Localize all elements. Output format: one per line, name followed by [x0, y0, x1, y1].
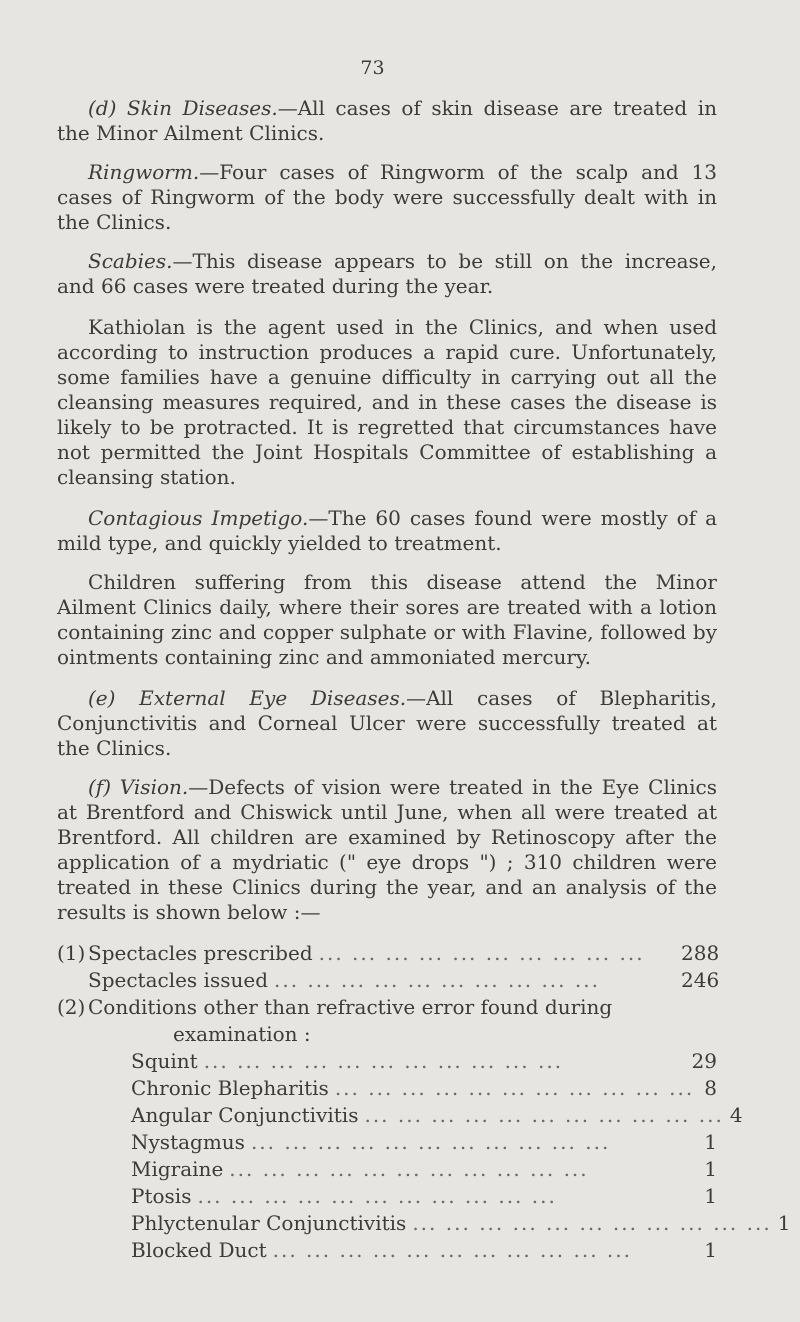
condition-label: Angular Conjunctivitis [131, 1103, 359, 1127]
heading-scabies: Scabies. [88, 249, 173, 273]
item-number: (1) [57, 941, 86, 965]
condition-value: 4 [729, 1103, 743, 1127]
list-value: 246 [681, 968, 720, 992]
paragraph-scabies [57, 249, 717, 299]
heading-ringworm: Ringworm. [88, 160, 200, 184]
list-subheading [57, 1022, 717, 1049]
condition-row [57, 1130, 717, 1157]
leader-dots: ... ... ... ... ... ... ... ... ... ... ... [203, 1049, 564, 1073]
paragraph-skin-diseases [57, 96, 717, 146]
list-item [57, 995, 717, 1022]
condition-row [57, 1184, 717, 1211]
heading-impetigo: Contagious Impetigo. [88, 506, 309, 530]
text-impetigo: —The 60 cases found were mostly of a mild type, and quickly yielded to treatment. [57, 506, 717, 555]
list-label: examination : [173, 1022, 311, 1046]
leader-dots: ... ... ... ... ... ... ... ... ... ... ... [229, 1157, 589, 1181]
condition-value: 29 [691, 1049, 717, 1073]
text-scabies: —This disease appears to be still on the increase, and 66 cases were treated during the year. [57, 249, 717, 298]
condition-label: Squint [131, 1049, 198, 1073]
condition-label: Migraine [131, 1157, 224, 1181]
condition-value: 1 [704, 1130, 717, 1154]
results-list [57, 941, 791, 1265]
condition-row [57, 1211, 791, 1238]
leader-dots: ... ... ... ... ... ... ... ... ... ... ... [334, 1076, 695, 1100]
list-label: Conditions other than refractive error found during [88, 995, 613, 1019]
leader-dots: ... ... ... ... ... ... ... ... ... ... [318, 941, 645, 965]
item-number: (2) [57, 995, 86, 1019]
heading-skin-diseases: (d) Skin Diseases. [88, 96, 278, 120]
list-label: Spectacles issued [88, 968, 268, 992]
condition-row [57, 1157, 717, 1184]
condition-row [57, 1076, 717, 1103]
page-number: 73 [360, 57, 385, 79]
heading-vision: (f) Vision. [88, 775, 189, 799]
text-vision: —Defects of vision were treated in the Eye Clinics at Brentford and Chiswick until June, when all were treated at Brentford. All children are examined by Retinoscopy after the application of a mydriatic (" eye drops ") ; 310 children were treated in these Clinics during the year, and an analysis of the results is shown below :— [57, 775, 717, 924]
leader-dots: ... ... ... ... ... ... ... ... ... ... ... [197, 1184, 557, 1208]
list-item [57, 941, 720, 968]
text-ringworm: —Four cases of Ringworm of the scalp and 13 cases of Ringworm of the body were successfully dealt with in the Clinics. [57, 160, 717, 234]
condition-label: Chronic Blepharitis [131, 1076, 329, 1100]
paragraph-children: Children suffering from this disease attend the Minor Ailment Clinics daily, where their sores are treated with a lotion containing zinc and copper sulphate or with Flavine, followed by ointments containing zinc and ammoniated mercury. [57, 570, 717, 669]
leader-dots: ... ... ... ... ... ... ... ... ... ... ... [272, 1238, 632, 1262]
text-eye-diseases: —All cases of Blepharitis, Conjunctivitis and Corneal Ulcer were successfully treated at the Clinics. [57, 686, 718, 760]
paragraph-kathiolan: Kathiolan is the agent used in the Clinics, and when used according to instruction produces a rapid cure. Unfortunately, some families have a genuine difficulty in carrying out all the cleansing measures required, and in these cases the disease is likely to be protracted. It is regretted that circumstances have not permitted the Joint Hospitals Committee of establishing a cleansing station. [57, 315, 717, 489]
condition-row [57, 1049, 717, 1076]
condition-label: Phlyctenular Conjunctivitis [131, 1211, 407, 1235]
list-label: Spectacles prescribed [88, 941, 313, 965]
list-value: 288 [681, 941, 720, 965]
condition-label: Blocked Duct [131, 1238, 267, 1262]
condition-value: 8 [704, 1076, 717, 1100]
leader-dots: ... ... ... ... ... ... ... ... ... ... ... [412, 1211, 772, 1235]
leader-dots: ... ... ... ... ... ... ... ... ... ... [274, 968, 600, 992]
paragraph-eye-diseases [57, 686, 717, 761]
paragraph-vision [57, 775, 717, 925]
condition-value: 1 [704, 1157, 717, 1181]
paragraph-impetigo [57, 506, 717, 556]
condition-label: Nystagmus [131, 1130, 245, 1154]
page-body [57, 96, 791, 1265]
text-skin-diseases: —All cases of skin disease are treated in the Minor Ailment Clinics. [57, 96, 717, 145]
list-item [57, 968, 720, 995]
condition-row [57, 1238, 717, 1265]
condition-value: 1 [704, 1238, 717, 1262]
leader-dots: ... ... ... ... ... ... ... ... ... ... ... [250, 1130, 611, 1154]
condition-row [57, 1103, 743, 1130]
condition-value: 1 [777, 1211, 791, 1235]
leader-dots: ... ... ... ... ... ... ... ... ... ... ... [364, 1103, 724, 1127]
heading-eye-diseases: (e) External Eye Diseases. [88, 686, 407, 710]
paragraph-ringworm [57, 160, 717, 235]
condition-value: 1 [704, 1184, 717, 1208]
condition-label: Ptosis [131, 1184, 192, 1208]
